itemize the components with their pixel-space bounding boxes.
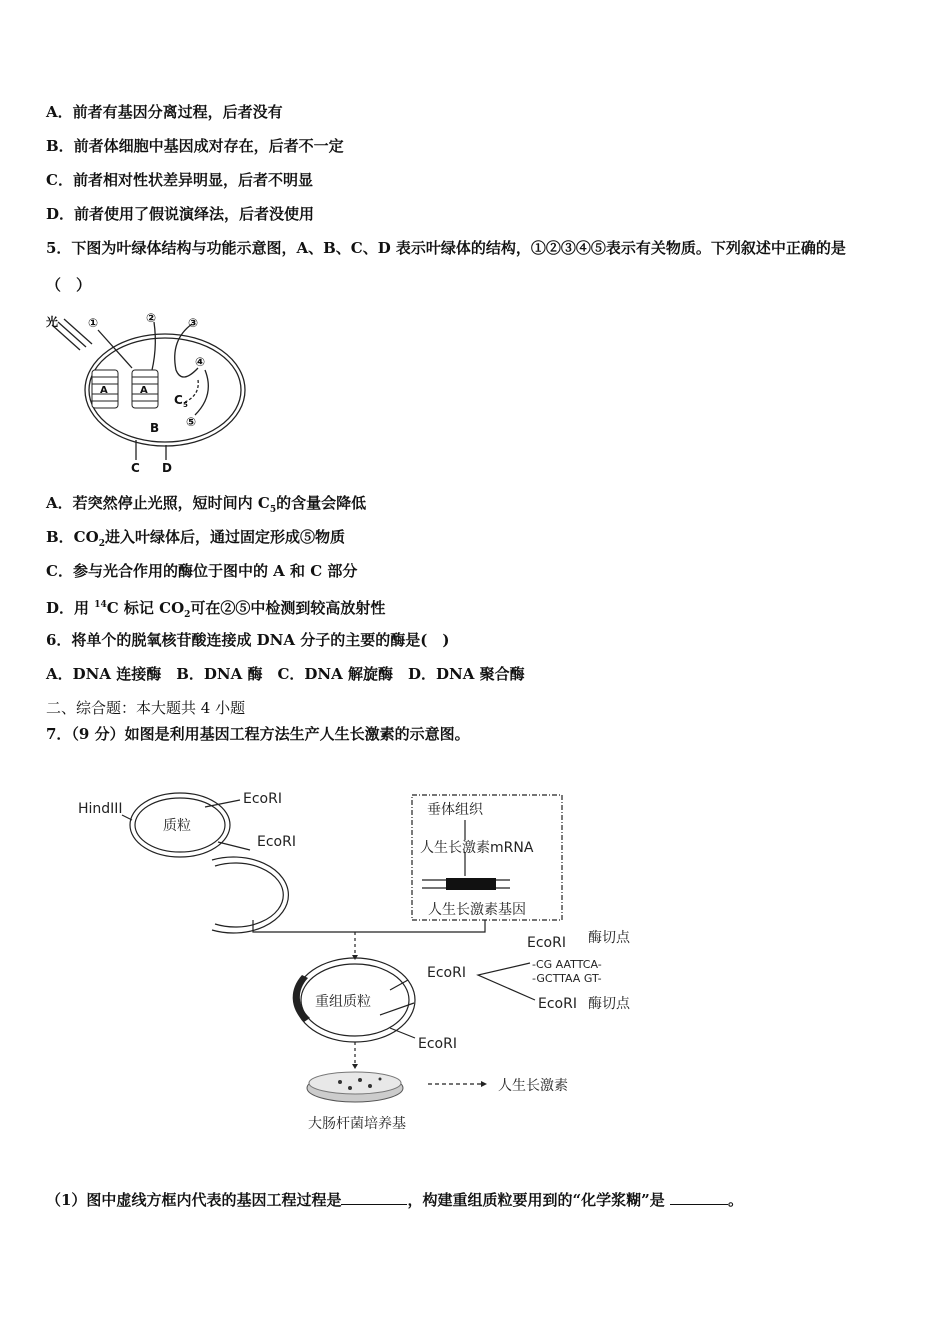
q6-stem: 6．将单个的脱氧核苷酸连接成 DNA 分子的主要的酶是( ) — [46, 631, 450, 649]
plasmid-label: 质粒 — [163, 818, 191, 834]
q4-option-d: D．前者使用了假说演绎法，后者没使用 — [46, 205, 315, 223]
text-fragment: 2 — [98, 539, 105, 549]
recombinant-plasmid-label: 重组质粒 — [315, 994, 371, 1010]
culture-medium-label: 大肠杆菌培养基 — [308, 1116, 406, 1132]
label-a1: A — [100, 385, 108, 396]
text-fragment: C 标记 CO — [106, 599, 185, 617]
label-d: D — [162, 461, 172, 475]
q5-stem: 5．下图为叶绿体结构与功能示意图，A、B、C、D 表示叶绿体的结构，①②③④⑤表示有关物质。下列叙述中正确的是 — [46, 239, 846, 257]
section-heading: 二、综合题：本大题共 4 小题 — [46, 699, 246, 717]
q7-stem: 7．（9 分）如图是利用基因工程方法生产人生长激素的示意图。 — [46, 725, 470, 743]
mrna-label: 人生长激素mRNA — [420, 840, 534, 856]
gene-label: 人生长激素基因 — [428, 902, 526, 918]
q5-option-d — [46, 595, 385, 625]
gene-engineering-diagram — [60, 770, 660, 1150]
text-fragment: 。 — [727, 1191, 743, 1209]
label-3: ③ — [188, 316, 199, 330]
text-fragment: 14 — [94, 600, 107, 610]
q4-option-b: B．前者体细胞中基因成对存在，后者不一定 — [46, 137, 344, 155]
label-2: ② — [146, 311, 157, 325]
answer-blank-1[interactable] — [341, 1190, 407, 1205]
text-fragment: B．CO — [46, 528, 99, 546]
text-fragment: （1）图中虚线方框内代表的基因工程过程是 — [46, 1191, 342, 1209]
text-fragment: 进入叶绿体后，通过固定形成⑤物质 — [104, 528, 345, 546]
text-fragment: 可在②⑤中检测到较高放射性 — [190, 599, 386, 617]
q4-option-a: A．前者有基因分离过程，后者没有 — [46, 103, 283, 121]
pituitary-label: 垂体组织 — [427, 802, 483, 818]
text-fragment: 5 — [269, 505, 277, 515]
hindiii-label: HindIII — [78, 801, 123, 817]
sequence-bottom: -GCTTAA GT- — [532, 972, 602, 985]
label-1: ① — [88, 316, 99, 330]
label-c: C — [131, 461, 140, 475]
answer-blank-2[interactable] — [670, 1190, 728, 1205]
label-4: ④ — [195, 355, 206, 369]
ecori-label-6: EcoRI — [538, 996, 577, 1012]
label-c5: C — [174, 393, 183, 407]
q5-paren: （ ） — [46, 276, 92, 294]
chloroplast-diagram — [40, 300, 260, 480]
ecori-label-2: EcoRI — [257, 834, 296, 850]
ecori-label-5: EcoRI — [527, 935, 566, 951]
label-a2: A — [140, 385, 148, 396]
text-fragment: 2 — [184, 610, 191, 620]
q4-option-c: C．前者相对性状差异明显，后者不明显 — [46, 171, 313, 189]
ecori-label-3: EcoRI — [427, 965, 466, 981]
cut-site-label-1: 酶切点 — [588, 930, 630, 946]
label-5: ⑤ — [186, 415, 197, 429]
q7-subquestion-1 — [46, 1190, 743, 1210]
cut-site-label-2: 酶切点 — [588, 996, 630, 1012]
text-fragment: A．若突然停止光照，短时间内 C — [46, 494, 270, 512]
label-c5-sub: 5 — [183, 401, 188, 409]
text-fragment: ，构建重组质粒要用到的“化学浆糊”是 — [407, 1191, 670, 1209]
q5-option-b — [46, 527, 345, 554]
label-b: B — [150, 421, 160, 435]
q5-option-a — [46, 493, 366, 520]
q6-options: A．DNA 连接酶 B．DNA 酶 C．DNA 解旋酶 D．DNA 聚合酶 — [46, 665, 525, 683]
ecori-label-4: EcoRI — [418, 1036, 457, 1052]
product-label: 人生长激素 — [498, 1078, 568, 1094]
q5-option-c: C．参与光合作用的酶位于图中的 A 和 C 部分 — [46, 562, 358, 580]
ecori-label-1: EcoRI — [243, 791, 282, 807]
text-fragment: 的含量会降低 — [276, 494, 367, 512]
sequence-top: -CG AATTCA- — [532, 958, 602, 971]
text-fragment: D．用 — [46, 599, 95, 617]
light-label: 光 — [46, 315, 59, 329]
